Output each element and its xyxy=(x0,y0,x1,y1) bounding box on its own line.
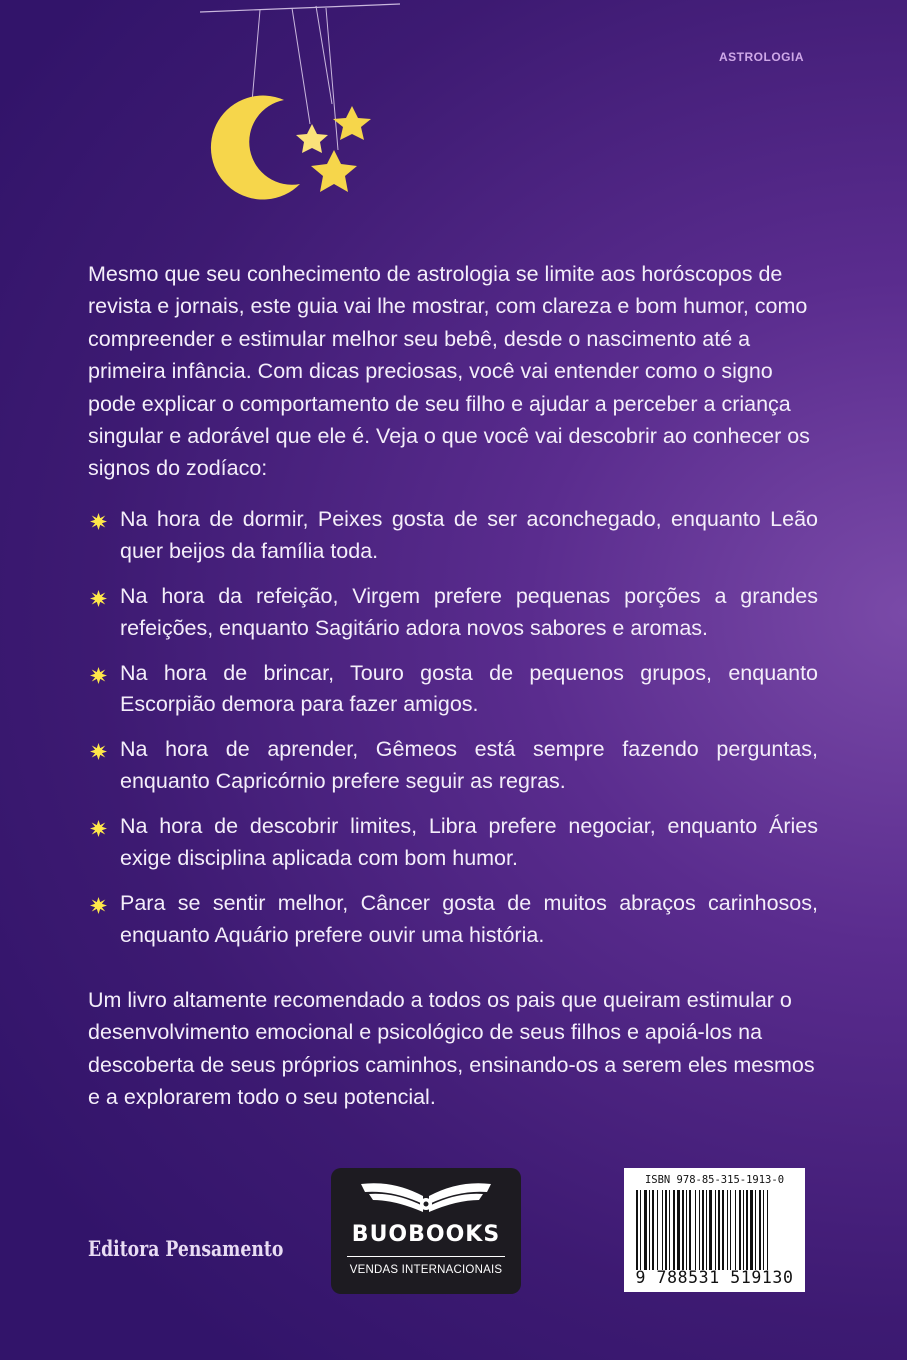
bullet-text: Na hora de brincar, Touro gosta de pequenos grupos, enquanto Escorpião demora para fazer amigos. xyxy=(120,660,818,717)
bullet-text: Para se sentir melhor, Câncer gosta de muitos abraços carinhosos, enquanto Aquário prefere ouvir uma história. xyxy=(120,890,818,947)
seller-brand: BUOBOOKS xyxy=(351,1222,501,1247)
bullet-text: Na hora de aprender, Gêmeos está sempre fazendo perguntas, enquanto Capricórnio prefere seguir as regras. xyxy=(120,737,818,794)
closing-paragraph: Um livro altamente recomendado a todos os pais que queiram estimular o desenvolvimento emocional e psicológico de seus filhos e apoiá-los na descoberta de seus próprios caminhos, ensinando-os a serem eles mesmos e a explorarem todo o seu potencial. xyxy=(88,988,815,1110)
sun-bullet-icon xyxy=(90,513,107,530)
bullet-text: Na hora de dormir, Peixes gosta de ser aconchegado, enquanto Leão quer beijos da família toda. xyxy=(120,507,818,563)
intro-paragraph: Mesmo que seu conhecimento de astrologia se limite aos horóscopos de revista e jornais, este guia vai lhe mostrar, com clareza e bom humor, como compreender e estimular melhor seu bebê, desde o nascimento até a primeira infância. Com dicas preciosas, você vai entender como o signo pode explicar o comportamento de seu filho e ajudar a perceber a criança singular e adorável que ele é. Veja o que você vai descobrir ao conhecer os signos do zodíaco: xyxy=(88,262,810,481)
owl-wings-icon xyxy=(357,1178,495,1218)
buobooks-logo xyxy=(331,1168,521,1294)
sun-bullet-icon xyxy=(90,897,107,914)
list-item xyxy=(88,888,818,952)
bullet-text: Na hora da refeição, Virgem prefere pequenas porções a grandes refeições, enquanto Sagitário adora novos sabores e aromas. xyxy=(120,583,818,640)
list-item xyxy=(88,658,818,722)
sun-bullet-icon xyxy=(90,820,107,837)
category-label: ASTROLOGIA xyxy=(719,50,804,64)
list-item xyxy=(88,504,818,568)
isbn-barcode-box xyxy=(624,1168,805,1292)
list-item xyxy=(88,581,818,645)
list-item xyxy=(88,811,818,875)
sun-bullet-icon xyxy=(90,667,107,684)
barcode xyxy=(634,1190,798,1270)
list-item xyxy=(88,734,818,798)
bullet-text: Na hora de descobrir limites, Libra prefere negociar, enquanto Áries exige disciplina aplicada com bom humor. xyxy=(120,814,818,870)
logo-divider xyxy=(347,1256,505,1257)
publisher-name: Editora Pensamento xyxy=(88,1236,284,1261)
isbn-label: ISBN 978-85-315-1913-0 xyxy=(644,1174,785,1186)
ean-number: 9 788531 519130 xyxy=(635,1268,794,1287)
moon-and-stars-mobile-icon xyxy=(200,0,400,210)
sun-bullet-icon xyxy=(90,590,107,607)
sun-bullet-icon xyxy=(90,743,107,760)
bullet-list xyxy=(88,504,818,965)
seller-tagline: VENDAS INTERNACIONAIS xyxy=(349,1264,503,1276)
